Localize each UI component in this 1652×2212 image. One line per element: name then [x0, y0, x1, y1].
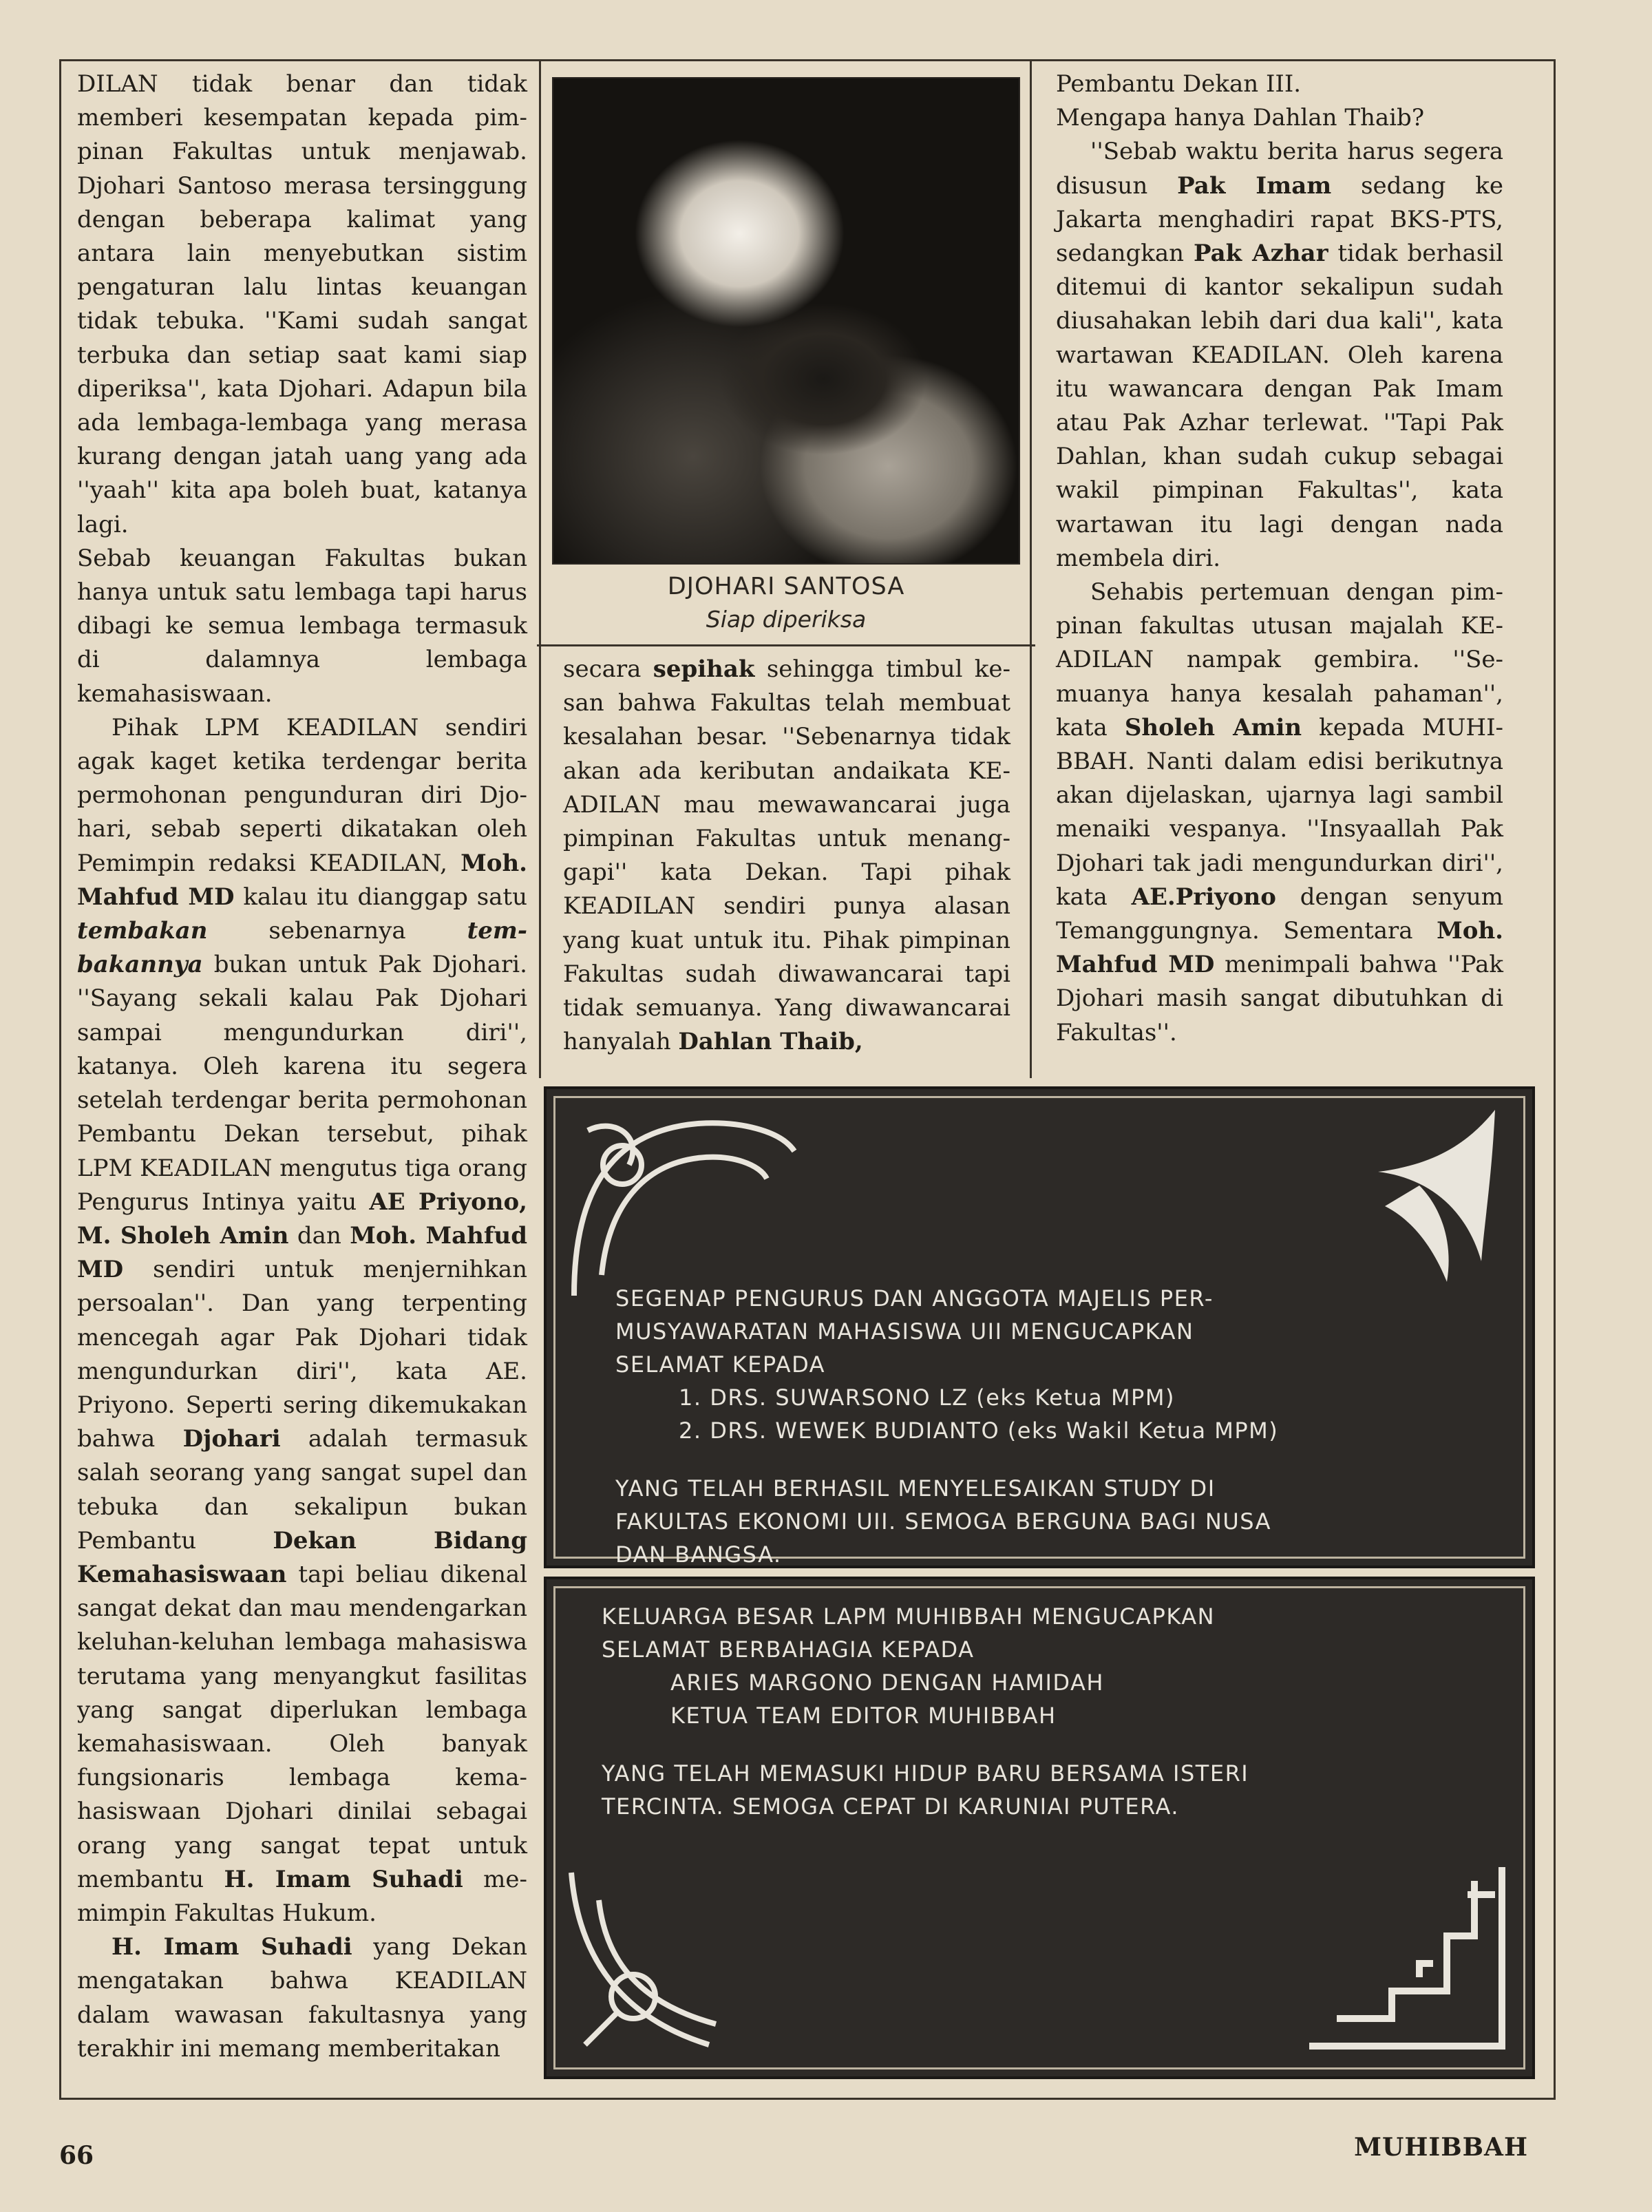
text: secara — [563, 655, 642, 683]
bold-term: sepihak — [653, 655, 755, 683]
ad-line: TERCINTA. SEMOGA CEPAT DI KARUNIAI PUTERA. — [602, 1793, 1179, 1820]
text: kalau itu dianggap satu — [243, 883, 527, 911]
announcement-text — [602, 1600, 1476, 1823]
text: sedang ke Jakarta menghadiri rapat BKS-PTS, sedangkan — [1056, 171, 1503, 268]
paragraph — [1056, 135, 1503, 576]
announcement-box-mpm — [544, 1086, 1535, 1568]
photo-caption-title: DJOHARI SANTOSA — [667, 573, 905, 600]
text: Pihak LPM KEADILAN sendiri agak kaget ketika terdengar berita permohonan pengunduran diri Djohari, sebab seperti dikatakan oleh Pemimpin redaksi KEADILAN, — [77, 713, 527, 877]
paragraph — [77, 711, 527, 1930]
text: sendiri untuk menjernihkan persoalan''. Dan yang terpenting mencegah agar Pak Djohari tidak mengundurkan diri'', kata AE. Priyono. Seperti sering dikemukakan bahwa — [77, 1256, 528, 1453]
article-column-3 — [1056, 67, 1503, 1050]
ad-line: SEGENAP PENGURUS DAN ANGGOTA MAJELIS PER- — [615, 1285, 1214, 1312]
bold-name: AE.Priyono — [1131, 883, 1276, 911]
ad-list-item: 1. DRS. SUWARSONO LZ (eks Ketua MPM) — [679, 1384, 1175, 1411]
text: tapi beliau dikenal sangat dekat dan mau mendengarkan keluhan-keluhan lembaga mahasiswa terutama yang menyangkut fasilitas yang sangat diperlukan lembaga kemahasiswaan. Oleh banyak fungsionaris lembaga kemahasiswaan Djohari dinilai sebagai orang yang sangat tepat untuk membantu — [77, 1560, 527, 1893]
bold-name: Djohari — [182, 1425, 281, 1453]
text: memimpin Fakultas Hukum. — [77, 1865, 528, 1927]
paragraph — [77, 1930, 527, 2066]
portrait-photo — [552, 77, 1020, 565]
text: dan — [297, 1221, 341, 1250]
announcement-box-muhibbah — [544, 1577, 1535, 2079]
bold-name: Moh. Mahfud MD — [77, 849, 527, 911]
text: sebenarnya — [268, 917, 406, 945]
text: Sehabis pertemuan dengan pimpinan fakultas utusan majalah KEADILAN nampak gembira. ''Semuanya hanya kesalah pahaman'', kata — [1056, 578, 1503, 741]
column-rule-left — [539, 59, 541, 1078]
paragraph — [563, 653, 1010, 1059]
bold-name: Pak Imam — [1177, 171, 1332, 200]
bold-name: Moh. Mahfud MD — [1056, 917, 1503, 979]
corner-ornament-icon — [560, 1103, 808, 1309]
ad-line: KELUARGA BESAR LAPM MUHIBBAH MENGUCAPKAN — [602, 1603, 1216, 1630]
ad-line: YANG TELAH MEMASUKI HIDUP BARU BERSAMA ISTERI — [602, 1760, 1249, 1787]
text: ''Sebab waktu berita harus segera disusun — [1056, 138, 1503, 200]
bold-name: H. Imam Suhadi — [224, 1865, 463, 1893]
bold-italic-term: tembakannya — [77, 917, 528, 979]
paragraph: Mengapa hanya Dahlan Thaib? — [1056, 104, 1425, 132]
ad-line: KETUA TEAM EDITOR MUHIBBAH — [670, 1703, 1057, 1729]
ad-list-item: 2. DRS. WEWEK BUDIANTO (eks Wakil Ketua MPM) — [679, 1418, 1279, 1444]
ad-line: MUSYAWARATAN MAHASISWA UII MENGUCAPKAN — [615, 1318, 1194, 1345]
corner-ornament-icon — [1295, 1853, 1516, 2060]
text: adalah termasuk salah seorang yang sangat supel dan tebuka dan sekalipun bukan Pembantu — [77, 1425, 527, 1555]
column-rule-right — [1030, 59, 1032, 1078]
article-column-2 — [563, 653, 1010, 1059]
text: tidak berhasil ditemui di kantor sekalipun sudah diusahakan lebih dari dua kali'', kata wartawan KEADILAN. Oleh karena itu wawancara dengan Pak Imam atau Pak Azhar terlewat. ''Tapi Pak Dahlan, khan sudah cukup sebagai wakil pimpinan Fakultas'', kata wartawan itu lagi dengan nada membela diri. — [1056, 240, 1503, 572]
text: menimpali bahwa ''Pak Djohari masih sangat dibutuhkan di Fakultas''. — [1056, 951, 1504, 1046]
ad-line: ARIES MARGONO DENGAN HAMIDAH — [670, 1669, 1104, 1696]
ad-line: SELAMAT BERBAHAGIA KEPADA — [602, 1636, 975, 1663]
magazine-name: MUHIBBAH — [1354, 2133, 1528, 2162]
bold-name: Sholeh Amin — [1124, 713, 1302, 741]
text: bukan untuk Pak Djohari. ''Sayang sekali kalau Pak Djohari sampai mengundurkan diri'', katanya. Oleh karena itu segera setelah terdengar berita permohonan Pembantu Dekan tersebut, pihak LPM KEADILAN mengutus tiga orang Pengurus Intinya yaitu — [77, 951, 528, 1216]
article-column-1 — [77, 67, 527, 2066]
bold-name: Dahlan Thaib, — [678, 1028, 863, 1056]
paragraph: DILAN tidak benar dan tidak memberi kesempatan kepada pimpinan Fakultas untuk menjawab. Djohari Santoso merasa tersinggung dengan beberapa kalimat yang antara lain menyebutkan sistim pengaturan lalu lintas keuangan tidak tebuka. ''Kami sudah sangat terbuka dan setiap saat kami siap diperiksa'', kata Djohari. Adapun bila ada lembaga-lembaga yang merasa kurang dengan jatah uang yang ada ''yaah'' kita apa boleh buat, katanya lagi. — [77, 70, 527, 538]
photo-caption-subtitle: Siap diperiksa — [706, 606, 867, 633]
bold-italic-term: tembakan — [77, 917, 208, 945]
text: dengan senyum Temanggungnya. Sementara — [1056, 883, 1503, 945]
text: sehingga timbul kesan bahwa Fakultas telah membuat kesalahan besar. ''Sebenarnya tidak akan ada keributan andaikata KEADILAN mau mewawancarai juga pimpinan Fakultas untuk menanggapi'' kata Dekan. Tapi pihak KEADILAN sendiri punya alasan yang kuat untuk itu. Pihak pimpinan Fakultas sudah diwawancarai tapi tidak semuanya. Yang diwawancarai hanyalah — [563, 655, 1010, 1056]
bold-name: Pak Azhar — [1193, 240, 1328, 268]
ad-line: FAKULTAS EKONOMI UII. SEMOGA BERGUNA BAGI NUSA — [615, 1508, 1272, 1535]
bold-term: Dekan Bidang Kemahasiswaan — [77, 1526, 527, 1588]
text: yang Dekan mengatakan bahwa KEADILAN dalam wawasan fakultasnya yang terakhir ini memang memberitakan — [77, 1933, 527, 2063]
caption-rule — [537, 644, 1035, 646]
paragraph: Pembantu Dekan III. — [1056, 70, 1302, 98]
ad-line: SELAMAT KEPADA — [615, 1351, 826, 1378]
paragraph — [1056, 576, 1503, 1050]
bold-name: AE Priyono, M. Sholeh Amin — [77, 1188, 527, 1250]
corner-ornament-icon — [558, 1859, 764, 2065]
paragraph: Sebab keuangan Fakultas bukan hanya untuk satu lembaga tapi harus dibagi ke semua lembaga termasuk di dalamnya lembaga kemahasiswaan. — [77, 544, 527, 708]
announcement-text — [615, 1282, 1462, 1571]
ad-line: YANG TELAH BERHASIL MENYELESAIKAN STUDY DI — [615, 1475, 1216, 1502]
bold-name: Moh. Mahfud MD — [77, 1221, 528, 1284]
text: kepada MUHIBBAH. Nanti dalam edisi berikutnya akan dijelaskan, ujarnya lagi sambil menaiki vespanya. ''Insyaallah Pak Djohari tak jadi mengundurkan diri'', kata — [1056, 713, 1504, 911]
bold-name: H. Imam Suhadi — [112, 1933, 352, 1961]
ad-line: DAN BANGSA. — [615, 1541, 782, 1568]
page-number: 66 — [59, 2141, 94, 2170]
